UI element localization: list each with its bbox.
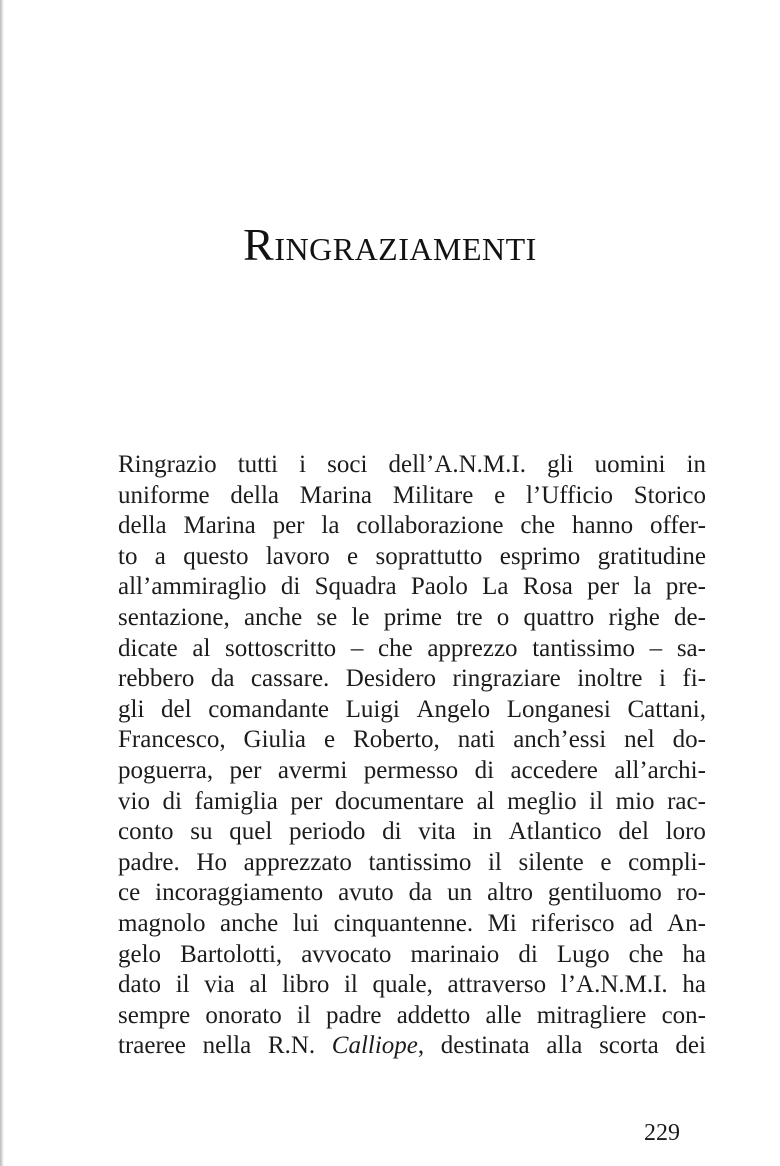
text-line: dato il via al libro il quale, attraverso l’A.N.M.I. ha bbox=[118, 971, 706, 999]
text-line: dicate al sottoscritto – che apprezzo tantissimo – sa- bbox=[118, 634, 706, 662]
text-line: Francesco, Giulia e Roberto, nati anch’essi nel do- bbox=[118, 726, 706, 754]
text-line: poguerra, per avermi permesso di accedere all’archi- bbox=[118, 756, 706, 784]
text-line: gli del comandante Luigi Angelo Longanesi Cattani, bbox=[118, 695, 706, 723]
text-line: Ringrazio tutti i soci dell’A.N.M.I. gli uomini in bbox=[118, 451, 706, 478]
text-line: uniforme della Marina Militare e l’Ufficio Storico bbox=[118, 481, 706, 509]
page-edge-shadow bbox=[0, 0, 4, 1166]
text-line: traeree nella R.N. Calliope, destinata alla scorta dei bbox=[118, 1032, 706, 1060]
text-line: sempre onorato il padre addetto alle mitragliere con- bbox=[118, 1001, 706, 1029]
text-line: ce incoraggiamento avuto da un altro gentiluomo ro- bbox=[118, 879, 706, 907]
page-title: Ringraziamenti bbox=[243, 219, 537, 270]
body-paragraph bbox=[118, 450, 706, 1062]
page-number: 229 bbox=[644, 1120, 680, 1146]
text-line: padre. Ho apprezzato tantissimo il silente e compli- bbox=[118, 848, 706, 876]
text-line: della Marina per la collaborazione che hanno offer- bbox=[118, 512, 706, 540]
text-line: all’ammiraglio di Squadra Paolo La Rosa per la pre- bbox=[118, 573, 706, 601]
text-line: rebbero da cassare. Desidero ringraziare inoltre i fi- bbox=[118, 665, 706, 693]
text-line: gelo Bartolotti, avvocato marinaio di Lugo che ha bbox=[118, 940, 706, 968]
text-line: to a questo lavoro e soprattutto esprimo gratitudine bbox=[118, 542, 706, 570]
text-line: conto su quel periodo di vita in Atlantico del loro bbox=[118, 818, 706, 846]
text-line: vio di famiglia per documentare al meglio il mio rac- bbox=[118, 787, 706, 815]
text-line: sentazione, anche se le prime tre o quattro righe de- bbox=[118, 603, 706, 631]
text-line: magnolo anche lui cinquantenne. Mi riferisco ad An- bbox=[118, 909, 706, 937]
